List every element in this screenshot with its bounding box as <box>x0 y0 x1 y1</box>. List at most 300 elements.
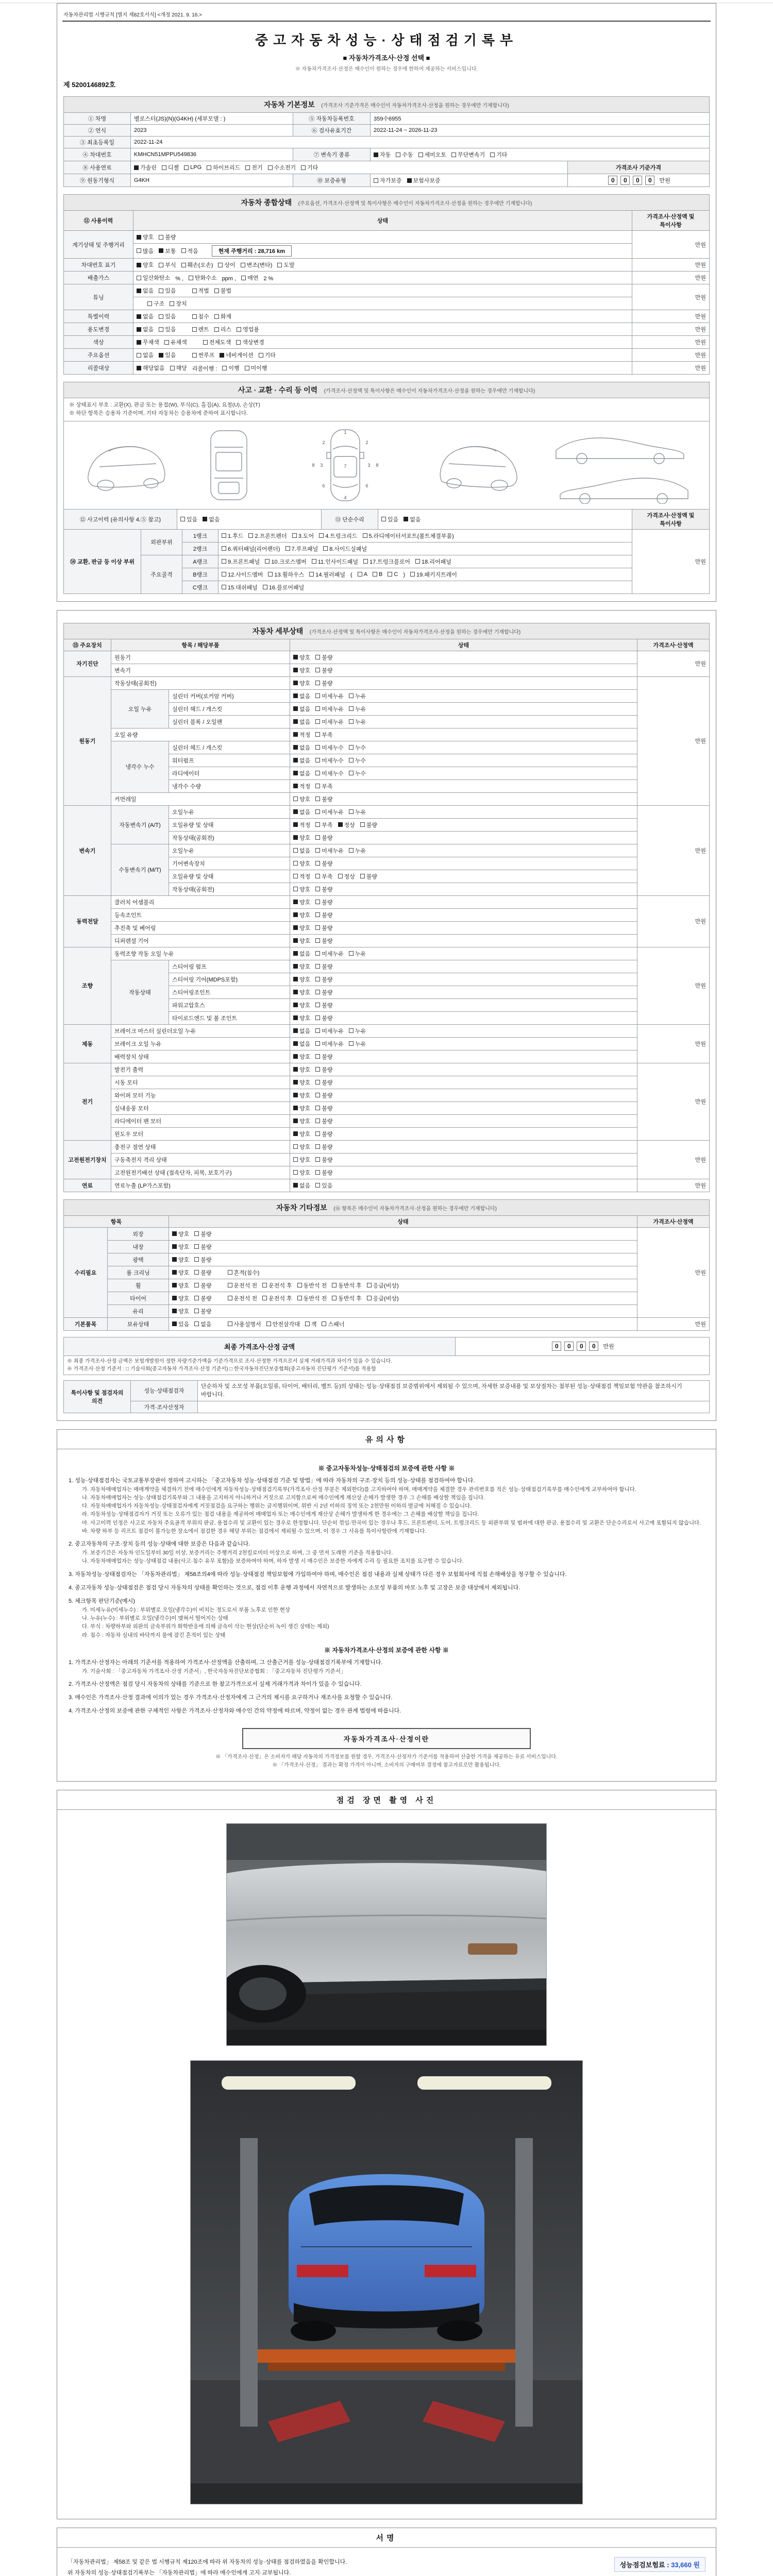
checkbox-option[interactable] <box>315 666 332 674</box>
document-subnote: ※ 자동차가격조사·산정은 매수인이 원하는 경우에 한하여 제공하는 서비스입니다. <box>295 66 478 72</box>
checkbox-option[interactable] <box>293 666 310 674</box>
checkbox-option[interactable] <box>293 1014 310 1022</box>
checkbox-option[interactable] <box>315 769 344 777</box>
checkbox-option[interactable] <box>159 247 176 255</box>
checkbox-label: 불량 <box>322 1105 333 1112</box>
checkbox-option[interactable] <box>349 692 366 700</box>
checkbox-option[interactable] <box>315 1143 332 1151</box>
checkbox-option[interactable] <box>162 163 179 172</box>
checkbox-option[interactable] <box>159 233 176 241</box>
checkbox-option[interactable] <box>203 515 220 523</box>
checkbox-option[interactable] <box>172 1307 189 1315</box>
state-cell <box>290 754 637 767</box>
checkbox-label: 미세누유 <box>322 809 344 816</box>
inline-text <box>217 1270 223 1276</box>
checkbox-option[interactable] <box>388 571 398 578</box>
checkbox-label: 누수 <box>355 744 366 751</box>
checkbox-label: 누유 <box>355 1028 366 1035</box>
checkbox-option[interactable] <box>490 150 507 159</box>
checkbox-option[interactable] <box>266 1320 300 1328</box>
checkbox-option[interactable] <box>293 769 310 777</box>
checkbox-option[interactable] <box>301 163 318 172</box>
section-title-detail <box>63 623 710 639</box>
checkbox-option[interactable] <box>315 975 332 984</box>
checkbox-option[interactable] <box>172 1268 189 1277</box>
checkbox-option[interactable] <box>315 1181 332 1190</box>
checkbox-option[interactable] <box>293 898 310 906</box>
checkbox-option[interactable] <box>194 1281 211 1290</box>
simple-repair-label: ⑬ 단순수리 <box>322 509 378 529</box>
checkbox-label: 동반석 전 <box>303 1282 327 1289</box>
checkbox-label: 잭 <box>311 1321 317 1328</box>
checkbox-option[interactable] <box>293 1091 310 1099</box>
checkbox-option[interactable] <box>293 692 310 700</box>
vin-value: KMHCN51MPPU549836 <box>131 148 293 161</box>
checkbox-option[interactable] <box>315 692 344 700</box>
checkbox-option[interactable] <box>137 338 159 346</box>
checkbox-option[interactable] <box>293 1040 310 1048</box>
panel-number: 8 <box>376 462 379 468</box>
final-price-value <box>456 1337 710 1355</box>
checkbox-option[interactable] <box>338 872 355 880</box>
checkbox-option[interactable] <box>241 261 273 269</box>
checkbox-option[interactable] <box>293 1065 310 1074</box>
notice-subtext: 다. 자동차매매업자가 자동차성능·상태점검자에게 거짓점검을 요구하는 행위는 금지행위이며, 위반 시 2년 이하의 징역 또는 2천만원 이하의 벌금에 처해질 수 있습니다. <box>82 1503 472 1510</box>
checkbox-option[interactable] <box>241 274 258 282</box>
checkbox-option[interactable] <box>315 821 332 829</box>
checkbox-label: 운전석 후 <box>268 1295 292 1302</box>
checkbox-label: 3.도어 <box>298 533 314 539</box>
checkbox-box <box>293 1015 298 1020</box>
checkbox-option[interactable] <box>268 163 296 172</box>
checkbox-option[interactable] <box>147 299 164 308</box>
checkbox-option[interactable] <box>207 163 240 172</box>
checkbox-option[interactable] <box>192 286 209 295</box>
checkbox-box <box>349 706 354 711</box>
checkbox-option[interactable] <box>349 808 366 816</box>
checkbox-option[interactable] <box>293 1027 310 1035</box>
checkbox-option[interactable] <box>222 532 243 540</box>
checkbox-option[interactable] <box>228 1268 260 1277</box>
checkbox-option[interactable] <box>293 1078 310 1087</box>
checkbox-box <box>315 1183 320 1188</box>
checkbox-option[interactable] <box>332 1281 362 1290</box>
checkbox-box <box>293 951 298 956</box>
checkbox-box <box>349 693 354 698</box>
checkbox-option[interactable] <box>172 1230 189 1238</box>
checkbox-option[interactable] <box>293 1053 310 1061</box>
checkbox-option[interactable] <box>315 731 332 739</box>
checkbox-option[interactable] <box>172 1320 189 1328</box>
checkbox-option[interactable] <box>315 924 332 932</box>
checkbox-option[interactable] <box>374 150 391 159</box>
checkbox-label: 양호 <box>178 1244 190 1250</box>
price-cell: 만원 <box>637 895 710 947</box>
checkbox-option[interactable] <box>349 846 366 855</box>
checkbox-option[interactable] <box>192 312 209 320</box>
checkbox-option[interactable] <box>360 872 377 880</box>
checkbox-box <box>293 900 298 904</box>
checkbox-option[interactable] <box>293 821 310 829</box>
checkbox-option[interactable] <box>322 1320 344 1328</box>
checkbox-option[interactable] <box>293 1143 310 1151</box>
checkbox-option[interactable] <box>315 962 332 971</box>
price-cell: 만원 <box>632 284 710 310</box>
checkbox-option[interactable] <box>418 150 447 159</box>
checkbox-box <box>315 1131 320 1136</box>
checkbox-option[interactable] <box>293 1181 310 1190</box>
checkbox-option[interactable] <box>315 872 332 880</box>
checkbox-option[interactable] <box>222 583 258 591</box>
checkbox-option[interactable] <box>263 583 304 591</box>
checkbox-option[interactable] <box>194 1256 211 1264</box>
checkbox-option[interactable] <box>349 1027 366 1035</box>
checkbox-option[interactable] <box>170 364 187 372</box>
checkbox-label: 미세누수 <box>322 757 344 764</box>
checkbox-option[interactable] <box>349 769 366 777</box>
state-cell <box>290 651 637 664</box>
checkbox-option[interactable] <box>222 557 260 566</box>
checkbox-option[interactable] <box>374 176 402 184</box>
checkbox-box <box>293 1054 298 1059</box>
part-label: 발전기 출력 <box>111 1063 290 1076</box>
checkbox-option[interactable] <box>259 351 276 359</box>
checkbox-option[interactable] <box>315 950 344 958</box>
checkbox-option[interactable] <box>293 975 310 984</box>
panel-items-cell <box>219 568 632 581</box>
checkbox-option[interactable] <box>293 1168 310 1177</box>
checkbox-option[interactable] <box>451 150 485 159</box>
checkbox-option[interactable] <box>396 150 413 159</box>
part-label: 오일누유 <box>169 805 290 818</box>
checkbox-option[interactable] <box>293 1156 310 1164</box>
checkbox-option[interactable] <box>172 1281 189 1290</box>
checkbox-option[interactable] <box>367 1294 399 1302</box>
checkbox-option[interactable] <box>309 570 345 579</box>
checkbox-label: 기타 <box>264 352 276 359</box>
checkbox-option[interactable] <box>315 1001 332 1009</box>
checkbox-label: 부족 <box>322 873 333 880</box>
checkbox-box <box>315 796 320 801</box>
checkbox-label: 적정 <box>299 732 311 738</box>
checkbox-option[interactable] <box>349 705 366 713</box>
checkbox-box <box>220 353 224 358</box>
checkbox-option[interactable] <box>293 962 310 971</box>
checkbox-box <box>228 1283 232 1287</box>
checkbox-box <box>312 559 316 564</box>
checkbox-option[interactable] <box>349 756 366 765</box>
checkbox-option[interactable] <box>404 515 421 523</box>
checkbox-label: 양호 <box>299 1157 311 1163</box>
checkbox-option[interactable] <box>315 718 344 726</box>
notice-block2-title: ※ 자동차가격조사·산정의 보증에 관한 사항 ※ <box>324 1646 449 1654</box>
checkbox-label: 기타 <box>307 165 318 171</box>
checkbox-option[interactable] <box>137 351 154 359</box>
checkbox-option[interactable] <box>293 846 310 855</box>
checkbox-option[interactable] <box>293 795 310 803</box>
checkbox-box <box>293 822 298 827</box>
checkbox-option[interactable] <box>293 950 310 958</box>
checkbox-option[interactable] <box>293 653 310 662</box>
checkbox-option[interactable] <box>363 557 410 566</box>
checkbox-label: 불량 <box>322 860 333 867</box>
checkbox-option[interactable] <box>315 1117 332 1125</box>
checkbox-box <box>137 327 141 332</box>
checkbox-option[interactable] <box>349 1040 366 1048</box>
checkbox-label: 전기 <box>251 165 263 171</box>
checkbox-option[interactable] <box>349 950 366 958</box>
checkbox-option[interactable] <box>262 1281 292 1290</box>
checkbox-option[interactable] <box>265 557 306 566</box>
checkbox-option[interactable] <box>293 872 310 880</box>
checkbox-option[interactable] <box>360 821 377 829</box>
checkbox-option[interactable] <box>349 743 366 752</box>
checkbox-option[interactable] <box>373 571 382 578</box>
checkbox-option[interactable] <box>315 911 332 919</box>
checkbox-box <box>315 874 320 878</box>
checkbox-option[interactable] <box>358 571 367 578</box>
checkbox-option[interactable] <box>293 924 310 932</box>
part-label: 브레이크 오일 누유 <box>111 1037 290 1050</box>
checkbox-option[interactable] <box>228 1281 258 1290</box>
checkbox-option[interactable] <box>248 532 287 540</box>
checkbox-box <box>315 784 320 788</box>
checkbox-option[interactable] <box>315 1014 332 1022</box>
checkbox-label: 양호 <box>178 1282 190 1289</box>
checkbox-option[interactable] <box>164 338 187 346</box>
checkbox-option[interactable] <box>222 364 239 372</box>
checkbox-option[interactable] <box>315 1053 332 1061</box>
checkbox-option[interactable] <box>262 1294 292 1302</box>
checkbox-option[interactable] <box>315 808 344 816</box>
checkbox-option[interactable] <box>172 1294 189 1302</box>
checkbox-option[interactable] <box>137 364 165 372</box>
checkbox-option[interactable] <box>228 1320 261 1328</box>
checkbox-option[interactable] <box>159 351 176 359</box>
checkbox-option[interactable] <box>236 338 264 346</box>
checkbox-option[interactable] <box>315 653 332 662</box>
checkbox-option[interactable] <box>315 795 332 803</box>
checkbox-label: 가솔린 <box>140 165 157 171</box>
checkbox-option[interactable] <box>363 532 454 540</box>
checkbox-option[interactable] <box>293 782 310 790</box>
checkbox-box <box>293 1003 298 1007</box>
checkbox-option[interactable] <box>332 1294 362 1302</box>
checkbox-option[interactable] <box>194 1230 211 1238</box>
checkbox-option[interactable] <box>315 1027 344 1035</box>
price-assessment-info-button[interactable]: 자동차가격조사·산정이란 <box>343 1735 430 1743</box>
checkbox-option[interactable] <box>297 1281 327 1290</box>
checkbox-option[interactable] <box>293 859 310 868</box>
checkbox-label: 양호 <box>299 899 311 906</box>
checkbox-option[interactable] <box>315 1065 332 1074</box>
checkbox-option[interactable] <box>312 557 358 566</box>
state-cell <box>290 1076 637 1089</box>
checkbox-option[interactable] <box>194 1243 211 1251</box>
price-cell: 만원 <box>637 1024 710 1063</box>
checkbox-option[interactable] <box>277 261 294 269</box>
checkbox-option[interactable] <box>315 1091 332 1099</box>
checkbox-option[interactable] <box>137 325 154 333</box>
checkbox-option[interactable] <box>293 885 310 893</box>
checkbox-label: 불량 <box>322 938 333 944</box>
checkbox-option[interactable] <box>315 1168 332 1177</box>
checkbox-option[interactable] <box>194 1294 211 1302</box>
checkbox-option[interactable] <box>137 233 154 241</box>
checkbox-option[interactable] <box>315 1040 344 1048</box>
checkbox-label: 도말 <box>283 262 295 268</box>
state-cell <box>290 1101 637 1114</box>
checkbox-option[interactable] <box>293 1130 310 1138</box>
checkbox-option[interactable] <box>228 1294 258 1302</box>
checkbox-option[interactable] <box>159 312 176 320</box>
checkbox-option[interactable] <box>189 274 217 282</box>
inline-text: ( <box>350 572 352 578</box>
checkbox-option[interactable] <box>293 731 310 739</box>
checkbox-box <box>159 289 163 293</box>
checkbox-option[interactable] <box>293 1117 310 1125</box>
checkbox-box <box>315 1054 320 1059</box>
table-row <box>64 137 710 148</box>
checkbox-option[interactable] <box>192 325 209 333</box>
checkbox-box <box>293 938 298 943</box>
checkbox-option[interactable] <box>181 247 198 255</box>
checkbox-box <box>315 1041 320 1046</box>
checkbox-option[interactable] <box>137 261 154 269</box>
first-reg-label: ③ 최초등록일 <box>64 137 131 148</box>
checkbox-option[interactable] <box>172 1243 189 1251</box>
device-label: 원동기 <box>64 676 111 805</box>
etc-item-label: 외장 <box>108 1227 169 1240</box>
checkbox-option[interactable] <box>292 532 314 540</box>
checkbox-option[interactable] <box>180 515 197 523</box>
checkbox-option[interactable] <box>315 756 344 765</box>
checkbox-option[interactable] <box>293 911 310 919</box>
panel-number: 3 <box>320 462 323 468</box>
table-row <box>64 1337 710 1355</box>
checkbox-option[interactable] <box>134 163 157 172</box>
checkbox-option[interactable] <box>315 988 332 996</box>
panel-number: 4 <box>344 495 347 500</box>
checkbox-box <box>203 340 208 345</box>
checkbox-option[interactable] <box>415 557 451 566</box>
checkbox-option[interactable] <box>410 570 457 579</box>
car-diagram-box <box>63 421 710 510</box>
checkbox-option[interactable] <box>407 176 441 184</box>
checkbox-option[interactable] <box>323 545 367 553</box>
checkbox-option[interactable] <box>214 286 231 295</box>
etc-item-label: 휠 <box>108 1279 169 1292</box>
checkbox-option[interactable] <box>293 937 310 945</box>
checkbox-label: 있음 <box>165 288 176 294</box>
checkbox-option[interactable] <box>159 286 176 295</box>
signature-lines <box>68 2557 347 2576</box>
checkbox-label: 부족 <box>322 732 333 738</box>
checkbox-box <box>203 517 207 521</box>
checkbox-option[interactable] <box>315 834 332 842</box>
checkbox-option[interactable] <box>222 570 263 579</box>
checkbox-option[interactable] <box>315 782 332 790</box>
checkbox-option[interactable] <box>315 705 344 713</box>
checkbox-option[interactable] <box>268 570 304 579</box>
checkbox-option[interactable] <box>305 1320 317 1328</box>
checkbox-option[interactable] <box>137 286 154 295</box>
checkbox-option[interactable] <box>192 351 215 359</box>
checkbox-option[interactable] <box>293 679 310 687</box>
checkbox-option[interactable] <box>181 261 213 269</box>
checkbox-option[interactable] <box>349 718 366 726</box>
checkbox-option[interactable] <box>367 1281 399 1290</box>
checkbox-option[interactable] <box>245 163 262 172</box>
checkbox-option[interactable] <box>137 274 170 282</box>
checkbox-option[interactable] <box>285 545 318 553</box>
checkbox-option[interactable] <box>194 1320 211 1328</box>
checkbox-option[interactable] <box>218 261 235 269</box>
checkbox-option[interactable] <box>194 1268 211 1277</box>
checkbox-option[interactable] <box>315 1130 332 1138</box>
checkbox-option[interactable] <box>214 312 231 320</box>
state-cell <box>290 1024 637 1037</box>
state-cell <box>290 741 637 754</box>
checkbox-option[interactable] <box>315 898 332 906</box>
checkbox-option[interactable] <box>293 718 310 726</box>
checkbox-option[interactable] <box>293 756 310 765</box>
checkbox-box <box>293 732 298 737</box>
checkbox-option[interactable] <box>293 834 310 842</box>
checkbox-option[interactable] <box>137 247 154 255</box>
checkbox-option[interactable] <box>222 545 280 553</box>
checkbox-option[interactable] <box>315 743 344 752</box>
checkbox-option[interactable] <box>293 743 310 752</box>
price-cell: 만원 <box>632 259 710 272</box>
checkbox-option[interactable] <box>245 364 267 372</box>
checkbox-option[interactable] <box>315 679 332 687</box>
checkbox-option[interactable] <box>315 885 332 893</box>
checkbox-option[interactable] <box>315 1104 332 1112</box>
checkbox-option[interactable] <box>137 312 154 320</box>
checkbox-option[interactable] <box>214 325 231 333</box>
checkbox-option[interactable] <box>293 705 310 713</box>
checkbox-option[interactable] <box>381 515 398 523</box>
checkbox-option[interactable] <box>293 988 310 996</box>
checkbox-option[interactable] <box>315 859 332 868</box>
checkbox-option[interactable] <box>293 1001 310 1009</box>
checkbox-option[interactable] <box>159 325 176 333</box>
checkbox-option[interactable] <box>319 532 357 540</box>
checkbox-option[interactable] <box>203 338 231 346</box>
checkbox-option[interactable] <box>172 1256 189 1264</box>
panel-number: 3 <box>367 462 371 468</box>
checkbox-option[interactable] <box>293 808 310 816</box>
checkbox-option[interactable] <box>293 1104 310 1112</box>
checkbox-label: 없음 <box>299 1028 311 1035</box>
checkbox-option[interactable] <box>184 164 201 171</box>
checkbox-option[interactable] <box>315 937 332 945</box>
checkbox-label: 양호 <box>299 680 311 687</box>
checkbox-option[interactable] <box>194 1307 211 1315</box>
checkbox-option[interactable] <box>159 261 176 269</box>
checkbox-label: 7.루프패널 <box>291 546 318 552</box>
checkbox-option[interactable] <box>338 821 355 829</box>
checkbox-option[interactable] <box>220 351 253 359</box>
checkbox-label: 양호 <box>299 989 311 996</box>
checkbox-option[interactable] <box>237 325 259 333</box>
checkbox-option[interactable] <box>297 1294 327 1302</box>
checkbox-option[interactable] <box>315 1078 332 1087</box>
checkbox-option[interactable] <box>170 299 187 308</box>
checkbox-option[interactable] <box>315 1156 332 1164</box>
checkbox-option[interactable] <box>315 846 344 855</box>
